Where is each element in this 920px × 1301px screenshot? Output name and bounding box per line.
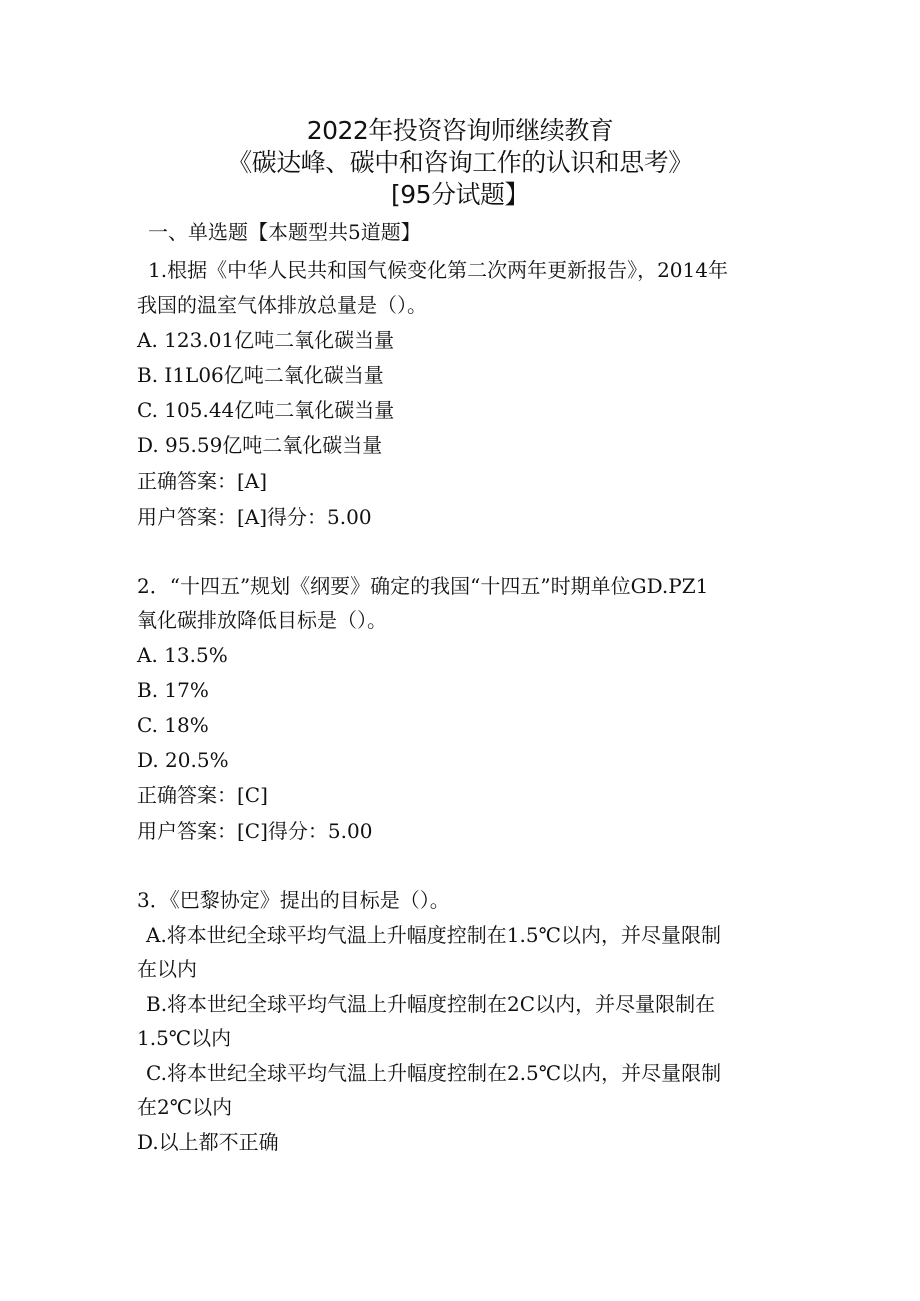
question-3-option-d: D.以上都不正确 — [137, 1130, 279, 1154]
question-2-option-b: B. 17% — [137, 678, 209, 702]
question-1-option-c: C. 105.44亿吨二氧化碳当量 — [137, 398, 395, 422]
question-3-option-b-line-1: B.将本世纪全球平均气温上升幅度控制在2C以内，并尽量限制在 — [146, 992, 716, 1016]
question-3-option-a-line-2: 在以内 — [137, 957, 197, 981]
question-2-option-c: C. 18% — [137, 713, 209, 737]
question-3-stem: 3．《巴黎协定》提出的目标是（）。 — [137, 888, 450, 912]
question-1-option-b: B. I1L06亿吨二氧化碳当量 — [137, 363, 384, 387]
question-2-stem-line-2: 氧化碳排放降低目标是（）。 — [137, 608, 387, 632]
document-title-line-1: 2022年投资咨询师继续教育 — [306, 116, 614, 145]
question-2-stem-line-1: 2．“十四五”规划《纲要》确定的我国“十四五”时期单位GD.PZ1 — [137, 574, 709, 598]
section-heading: 一、单选题【本题型共5道题】 — [148, 220, 421, 244]
document-title-line-2: 《碳达峰、碳中和咨询工作的认识和思考》 — [227, 148, 693, 177]
document-title-line-3: [95分试题】 — [390, 180, 530, 209]
question-2-correct-answer: 正确答案：[C] — [137, 783, 268, 807]
question-2-option-d: D. 20.5% — [137, 748, 229, 772]
question-3-option-a-line-1: A.将本世纪全球平均气温上升幅度控制在1.5℃以内，并尽量限制 — [146, 923, 721, 947]
question-1-user-answer: 用户答案：[A]得分：5.00 — [137, 505, 372, 529]
question-3-option-c-line-1: C.将本世纪全球平均气温上升幅度控制在2.5℃以内，并尽量限制 — [146, 1061, 722, 1085]
question-1-stem-line-2: 我国的温室气体排放总量是（）。 — [137, 293, 427, 317]
question-2-user-answer: 用户答案：[C]得分：5.00 — [137, 819, 373, 843]
question-1-stem-line-1: 1.根据《中华人民共和国气候变化第二次两年更新报告》，2014年 — [148, 258, 728, 282]
question-3-option-b-line-2: 1.5℃以内 — [137, 1026, 232, 1050]
question-3-option-c-line-2: 在2℃以内 — [137, 1095, 233, 1119]
question-2-option-a: A. 13.5% — [137, 643, 228, 667]
question-1-correct-answer: 正确答案：[A] — [137, 469, 268, 493]
question-1-option-a: A. 123.01亿吨二氧化碳当量 — [137, 328, 395, 352]
question-1-option-d: D. 95.59亿吨二氧化碳当量 — [137, 433, 383, 457]
